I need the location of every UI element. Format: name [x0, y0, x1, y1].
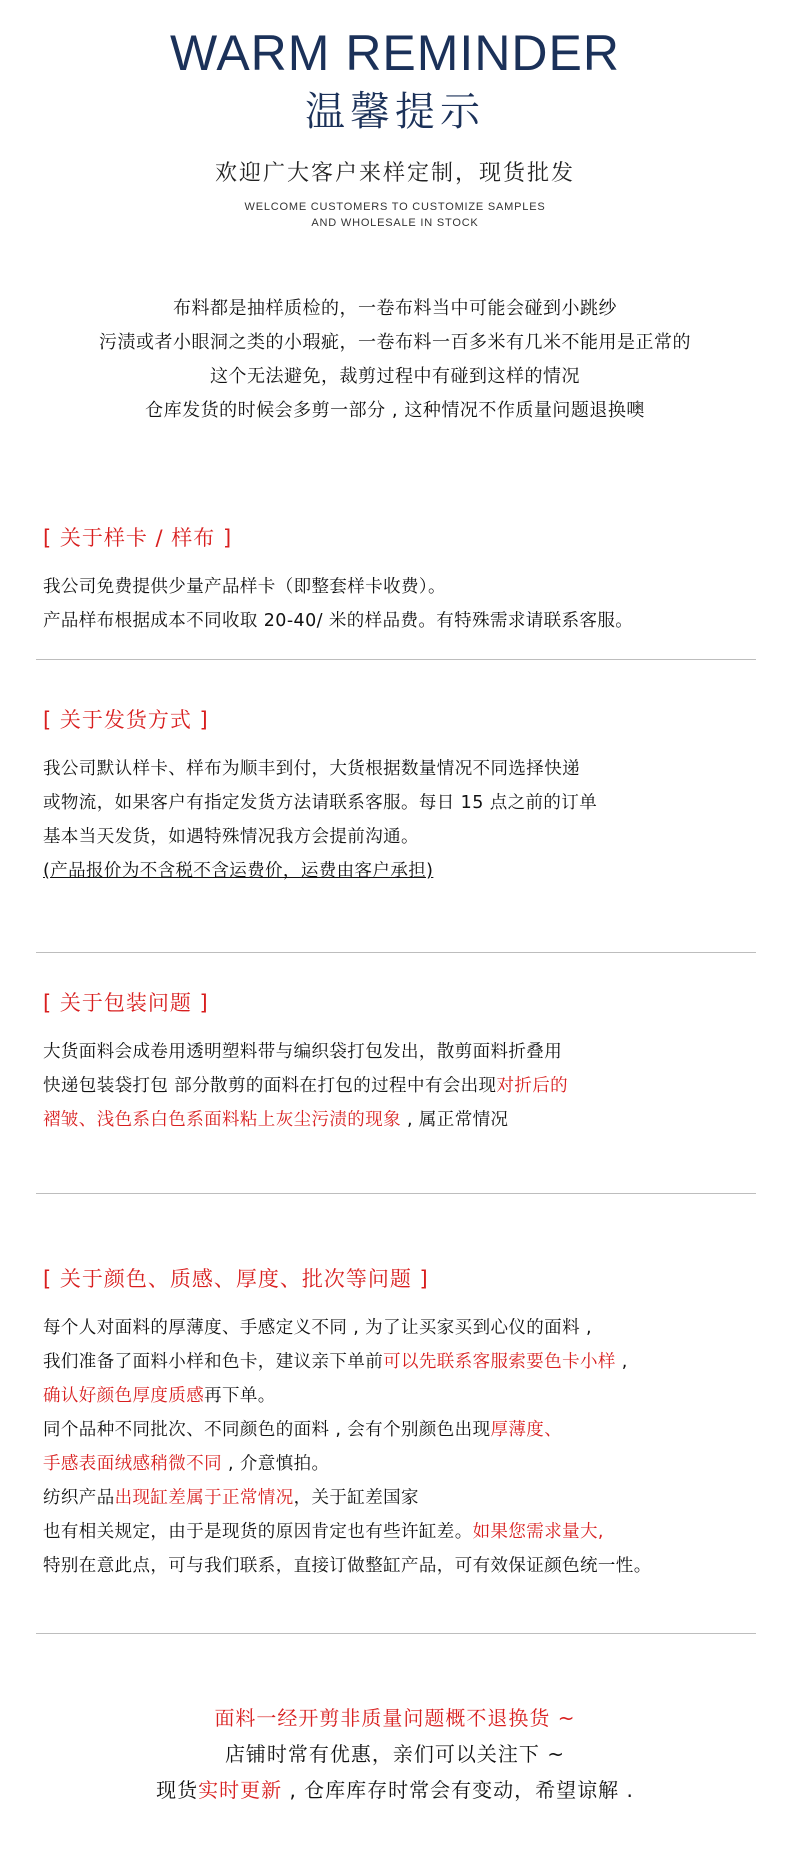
- divider: [36, 1193, 756, 1194]
- text-segment: 快递包装袋打包 部分散剪的面料在打包的过程中有会出现: [43, 1076, 497, 1096]
- section-line: [43, 1379, 763, 1413]
- title-english: WARM REMINDER: [169, 25, 620, 81]
- section-color-quality: [43, 1265, 763, 1583]
- section-line: 基本当天发货，如遇特殊情况我方会提前沟通。: [43, 827, 419, 847]
- section-title: [ 关于包装问题 ]: [43, 991, 209, 1015]
- intro-block: [0, 292, 790, 428]
- subtitle-chinese: 欢迎广大客户来样定制，现货批发: [214, 161, 575, 186]
- section-title: [ 关于颜色、质感、厚度、批次等问题 ]: [43, 1267, 429, 1291]
- section-line: 大货面料会成卷用透明塑料带与编织袋打包发出，散剪面料折叠用: [43, 1042, 563, 1062]
- text-highlight: 如果您需求量大,: [472, 1522, 604, 1542]
- subtitle-english-line2: AND WHOLESALE IN STOCK: [311, 217, 479, 229]
- divider: [36, 952, 756, 953]
- text-highlight: 厚薄度、: [490, 1420, 563, 1440]
- title-chinese: 温馨提示: [305, 89, 485, 135]
- subtitle-english: [0, 199, 790, 231]
- text-segment: 现货: [156, 1778, 199, 1802]
- section-line: [43, 1069, 763, 1103]
- text-segment: , 仓库库存时常会有变动，希望谅解 .: [282, 1778, 634, 1802]
- section-samples: [43, 524, 763, 638]
- intro-line: 仓库发货的时候会多剪一部分 , 这种情况不作质量问题退换噢: [145, 400, 645, 421]
- section-line-highlight: 特别在意此点，可与我们联系，直接订做整缸产品，可有效保证颜色统一性。: [43, 1556, 652, 1576]
- section-packaging: [43, 989, 763, 1137]
- text-highlight: 可以先联系客服索要色卡小样: [383, 1352, 616, 1372]
- section-line: [43, 1481, 763, 1515]
- text-segment: 再下单。: [204, 1386, 276, 1406]
- text-segment: ,: [615, 1352, 628, 1372]
- footer-line: 店铺时常有优惠，亲们可以关注下 ~: [224, 1742, 566, 1766]
- text-segment: ，关于缸差国家: [293, 1488, 419, 1508]
- section-line: 产品样布根据成本不同收取 20-40/ 米的样品费。有特殊需求请联系客服。: [43, 611, 634, 631]
- text-segment: 我们准备了面料小样和色卡，建议亲下单前: [43, 1352, 384, 1372]
- text-segment: 纺织产品: [43, 1488, 115, 1508]
- section-title: [ 关于样卡 / 样布 ]: [43, 526, 233, 550]
- section-line: 或物流，如果客户有指定发货方法请联系客服。每日 15 点之前的订单: [43, 793, 598, 813]
- footer-line-highlight: 面料一经开剪非质量问题概不退换货 ~: [214, 1706, 576, 1730]
- footer-notice: [0, 1700, 790, 1808]
- text-highlight: 褶皱、浅色系白色系面料粘上灰尘污渍的现象: [43, 1110, 401, 1130]
- text-highlight: 手感表面绒感稍微不同: [43, 1454, 222, 1474]
- text-highlight: 对折后的: [496, 1076, 569, 1096]
- divider: [36, 659, 756, 660]
- text-highlight: 确认好颜色厚度质感: [43, 1386, 205, 1406]
- text-segment: , 属正常情况: [401, 1110, 509, 1130]
- text-highlight: 实时更新: [198, 1778, 283, 1802]
- text-segment: 也有相关规定，由于是现货的原因肯定也有些许缸差。: [43, 1522, 473, 1542]
- text-segment: 同个品种不同批次、不同颜色的面料 , 会有个别颜色出现: [43, 1420, 491, 1440]
- intro-line: 这个无法避免，裁剪过程中有碰到这样的情况: [210, 366, 580, 387]
- section-title: [ 关于发货方式 ]: [43, 708, 209, 732]
- section-line: [43, 1103, 763, 1137]
- section-line: 我公司默认样卡、样布为顺丰到付，大货根据数量情况不同选择快递: [43, 759, 580, 779]
- subtitle-english-line1: WELCOME CUSTOMERS TO CUSTOMIZE SAMPLES: [244, 201, 546, 213]
- section-line: [43, 1447, 763, 1481]
- section-line-highlight: (产品报价为不含税不含运费价，运费由客户承担): [43, 861, 434, 881]
- section-line: [43, 1413, 763, 1447]
- section-line: 每个人对面料的厚薄度、手感定义不同 , 为了让买家买到心仪的面料 ,: [43, 1318, 592, 1338]
- section-line: 我公司免费提供少量产品样卡（即整套样卡收费）。: [43, 577, 446, 597]
- footer-line: [0, 1772, 790, 1808]
- section-shipping: [43, 706, 763, 888]
- intro-line: 污渍或者小眼洞之类的小瑕疵，一卷布料一百多米有几米不能用是正常的: [99, 332, 691, 353]
- divider: [36, 1633, 756, 1634]
- text-segment: , 介意慎拍。: [222, 1454, 330, 1474]
- section-line: [43, 1515, 763, 1549]
- text-highlight: 出现缸差属于正常情况: [114, 1488, 294, 1508]
- intro-line: 布料都是抽样质检的，一卷布料当中可能会碰到小跳纱: [173, 298, 617, 319]
- section-line: [43, 1345, 763, 1379]
